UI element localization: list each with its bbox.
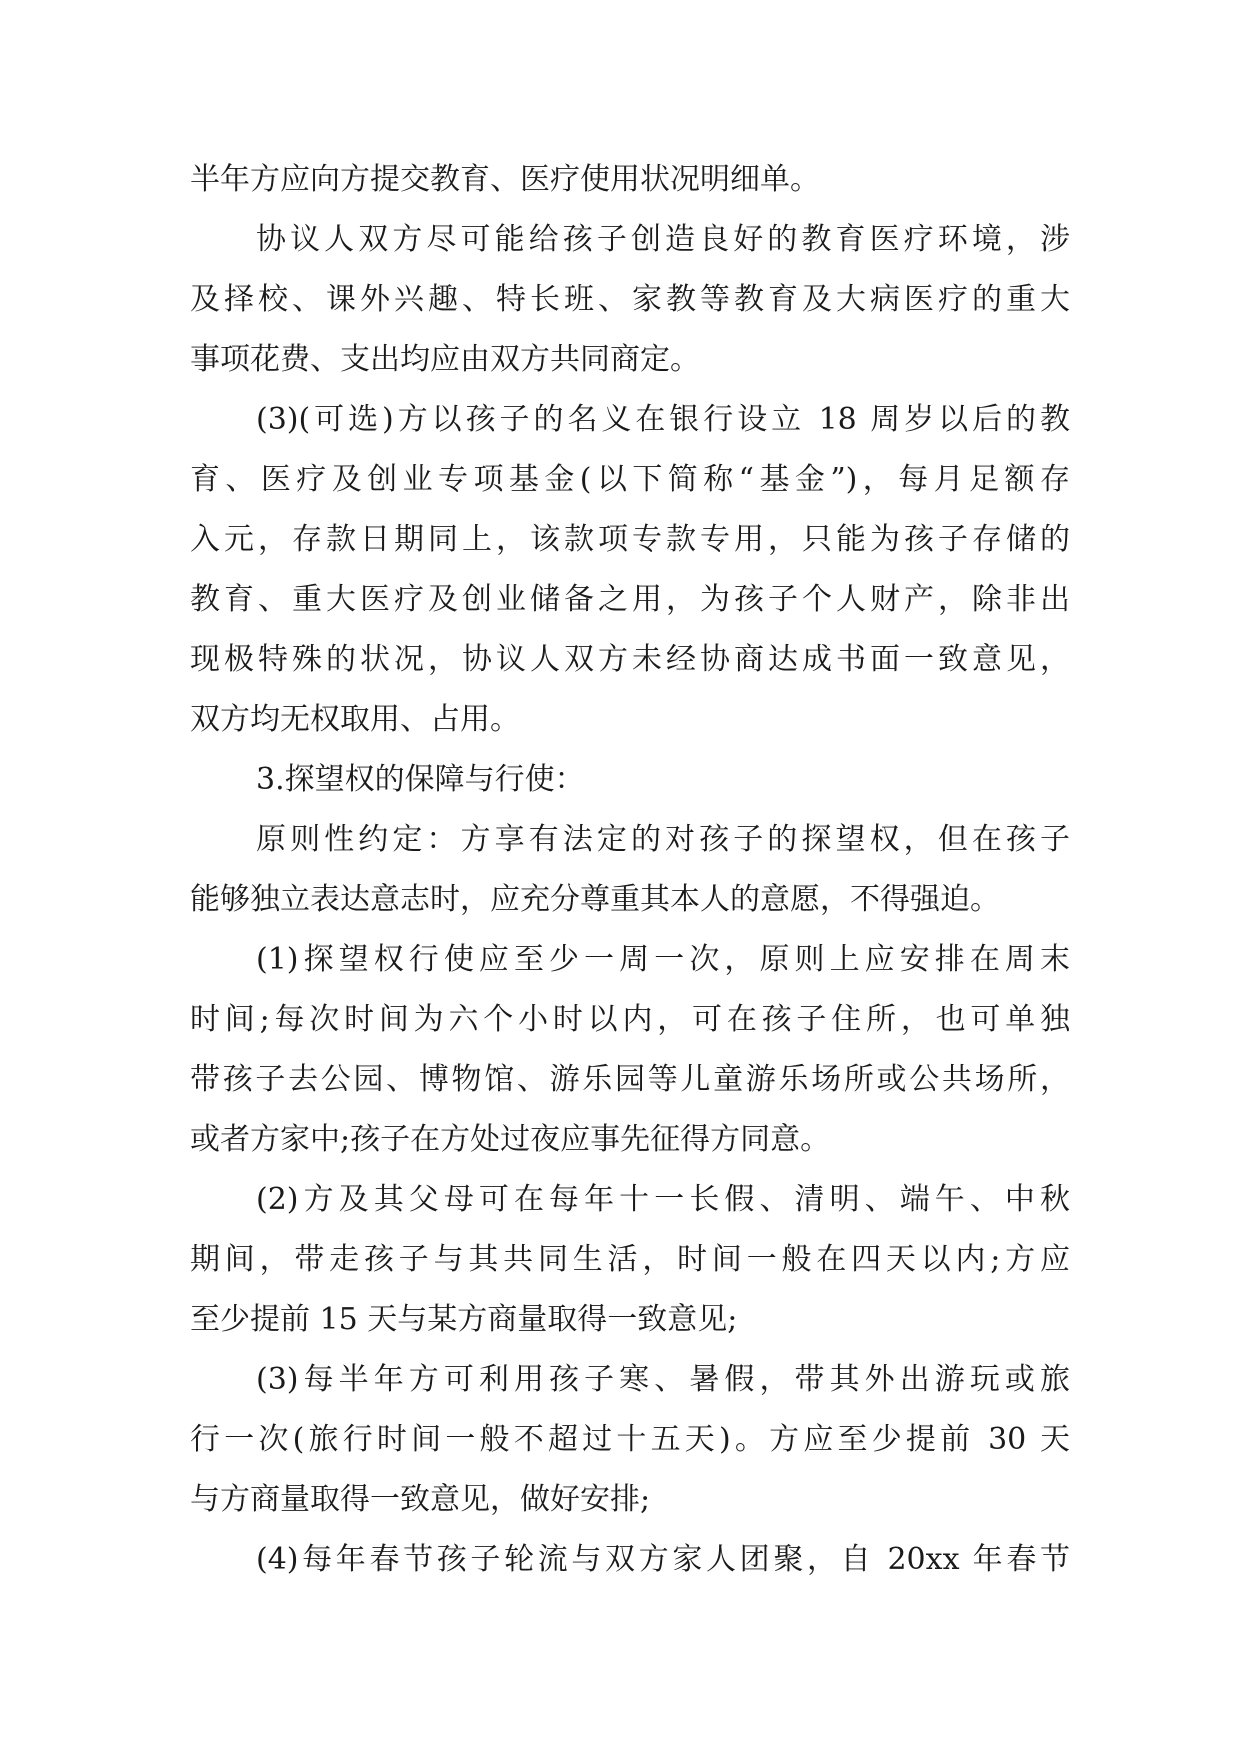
text-line: 教育、重大医疗及创业储备之用，为孩子个人财产，除非出 — [190, 582, 1070, 617]
text-line: 能够独立表达意志时，应充分尊重其本人的意愿，不得强迫。 — [190, 882, 1000, 917]
text-line: (3)每半年方可利用孩子寒、暑假，带其外出游玩或旅 — [256, 1362, 1070, 1397]
text-line: 或者方家中;孩子在方处过夜应事先征得方同意。 — [190, 1122, 831, 1157]
text-line: 带孩子去公园、博物馆、游乐园等儿童游乐场所或公共场所， — [190, 1062, 1070, 1097]
text-line: 行一次(旅行时间一般不超过十五天)。方应至少提前 30 天 — [190, 1422, 1070, 1457]
text-line: 双方均无权取用、占用。 — [190, 702, 520, 737]
text-line: (3)(可选)方以孩子的名义在银行设立 18 周岁以后的教 — [256, 402, 1070, 437]
text-line: 及择校、课外兴趣、特长班、家教等教育及大病医疗的重大 — [190, 282, 1070, 317]
text-line: 期间，带走孩子与其共同生活，时间一般在四天以内;方应 — [190, 1242, 1070, 1277]
text-line: (4)每年春节孩子轮流与双方家人团聚，自 20xx 年春节 — [256, 1542, 1070, 1577]
text-line: 入元，存款日期同上，该款项专款专用，只能为孩子存储的 — [190, 522, 1070, 557]
text-line: 协议人双方尽可能给孩子创造良好的教育医疗环境，涉 — [256, 222, 1070, 257]
text-line: (2)方及其父母可在每年十一长假、清明、端午、中秋 — [256, 1182, 1070, 1217]
text-line: 至少提前 15 天与某方商量取得一致意见; — [190, 1302, 738, 1337]
text-line: 时间;每次时间为六个小时以内，可在孩子住所，也可单独 — [190, 1002, 1070, 1037]
text-line: 现极特殊的状况，协议人双方未经协商达成书面一致意见， — [190, 642, 1070, 677]
document-body — [190, 150, 1070, 1590]
text-line: (1)探望权行使应至少一周一次，原则上应安排在周末 — [256, 942, 1070, 977]
text-line: 半年方应向方提交教育、医疗使用状况明细单。 — [190, 162, 820, 197]
text-line: 事项花费、支出均应由双方共同商定。 — [190, 342, 700, 377]
text-line: 原则性约定：方享有法定的对孩子的探望权，但在孩子 — [256, 822, 1070, 857]
text-line: 与方商量取得一致意见，做好安排; — [190, 1482, 651, 1517]
text-line: 3.探望权的保障与行使： — [256, 762, 585, 797]
text-line: 育、医疗及创业专项基金(以下简称“基金”)，每月足额存 — [190, 462, 1070, 497]
